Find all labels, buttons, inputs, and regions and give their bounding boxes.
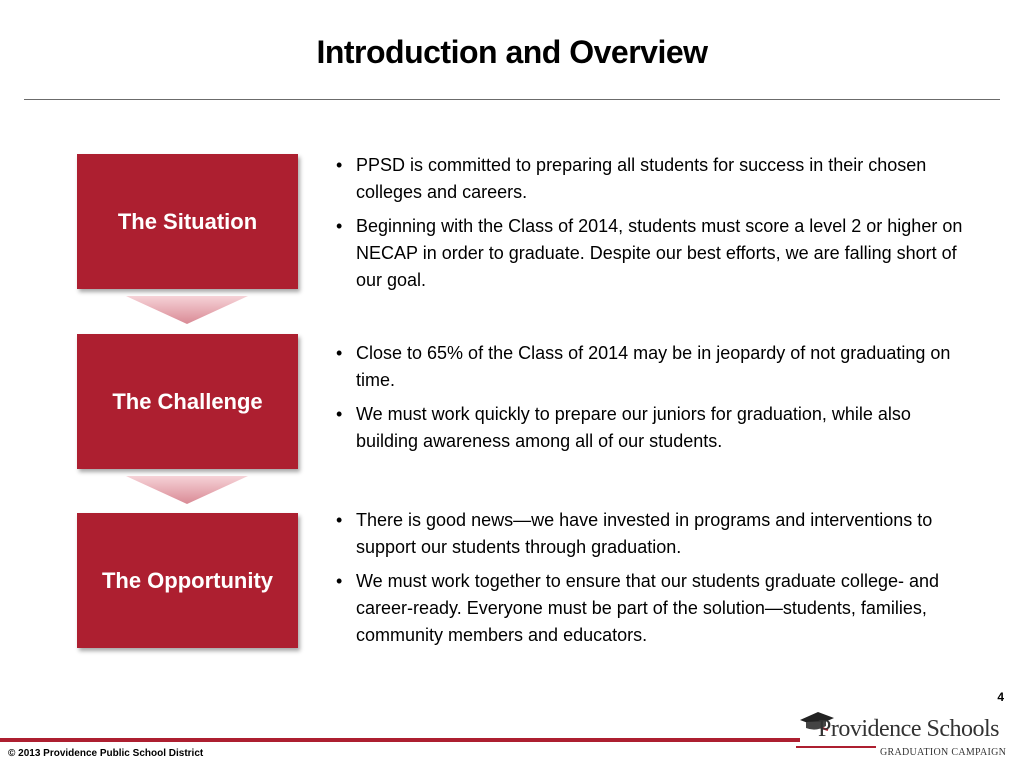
copyright-text: © 2013 Providence Public School District xyxy=(8,748,204,759)
page-number: 4 xyxy=(997,690,1004,704)
opportunity-label: The Opportunity xyxy=(101,567,274,593)
footer-bar xyxy=(0,738,800,742)
situation-box xyxy=(77,154,298,289)
bullet-item: • Close to 65% of the Class of 2014 may be in jeopardy of not graduating on time. xyxy=(334,340,974,394)
logo-underline xyxy=(796,746,876,748)
situation-bullets xyxy=(334,152,974,301)
challenge-box xyxy=(77,334,298,469)
providence-schools-logo xyxy=(796,708,1018,764)
bullet-item: • Beginning with the Class of 2014, students must score a level 2 or higher on NECAP in order to graduate. Despite our best efforts, we are falling short of our goal. xyxy=(334,213,974,294)
bullet-icon: • xyxy=(336,510,343,530)
bullet-icon: • xyxy=(336,343,343,363)
page-title: Introduction and Overview xyxy=(316,34,708,70)
bullet-item: • There is good news—we have invested in programs and interventions to support our students through graduation. xyxy=(334,507,974,561)
bullet-item: • PPSD is committed to preparing all students for success in their chosen colleges and careers. xyxy=(334,152,974,206)
title-divider xyxy=(24,99,1000,100)
bullet-icon: • xyxy=(336,404,343,424)
bullet-item: • We must work quickly to prepare our juniors for graduation, while also building awareness among all of our students. xyxy=(334,401,974,455)
challenge-bullets xyxy=(334,340,974,462)
situation-label: The Situation xyxy=(117,208,258,234)
down-chevron-icon xyxy=(126,476,248,504)
bullet-icon: • xyxy=(336,571,343,591)
opportunity-box xyxy=(77,513,298,648)
bullet-item: • We must work together to ensure that our students graduate college- and career-ready. Everyone must be part of the solution—students, families, community members and educators. xyxy=(334,568,974,649)
opportunity-bullets xyxy=(334,507,974,656)
challenge-label: The Challenge xyxy=(112,388,263,414)
logo-subtitle: GRADUATION CAMPAIGN xyxy=(880,747,1007,758)
bullet-icon: • xyxy=(336,155,343,175)
bullet-icon: • xyxy=(336,216,343,236)
down-chevron-icon xyxy=(126,296,248,324)
logo-name: Providence Schools xyxy=(818,716,999,742)
